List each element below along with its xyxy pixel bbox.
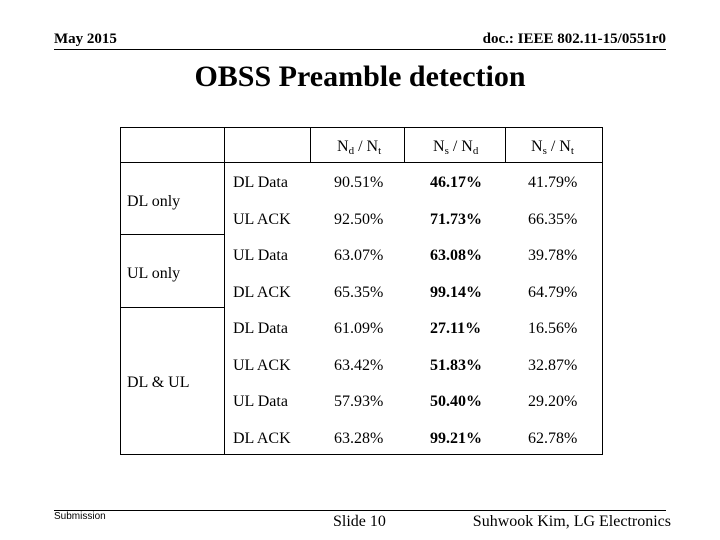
header-row-divider: [121, 162, 602, 163]
group-divider-1: [121, 234, 224, 235]
cell-nd-nt: 92.50%: [334, 211, 384, 228]
row-label: UL ACK: [233, 357, 291, 374]
cell-ns-nt: 62.78%: [528, 430, 578, 447]
header-doc-id: doc.: IEEE 802.11-15/0551r0: [482, 31, 666, 47]
cell-ns-nd: 63.08%: [430, 247, 482, 264]
row-label: UL Data: [233, 247, 288, 264]
footer-divider: [54, 510, 666, 511]
footer-submission: Submission: [54, 511, 106, 522]
cell-ns-nd: 51.83%: [430, 357, 482, 374]
header-date: May 2015: [54, 31, 117, 47]
group-label-ul-only: UL only: [127, 265, 181, 282]
cell-nd-nt: 63.42%: [334, 357, 384, 374]
footer-slide-number: Slide 10: [333, 513, 386, 530]
cell-ns-nt: 32.87%: [528, 357, 578, 374]
cell-nd-nt: 65.35%: [334, 284, 384, 301]
row-label: DL Data: [233, 174, 288, 191]
cell-ns-nd: 71.73%: [430, 211, 482, 228]
col-divider-1: [224, 128, 225, 454]
group-label-dl-only: DL only: [127, 193, 181, 210]
cell-ns-nd: 27.11%: [430, 320, 482, 337]
cell-ns-nt: 16.56%: [528, 320, 578, 337]
cell-nd-nt: 90.51%: [334, 174, 384, 191]
column-header-nd-nt: $N_d / N_t$: [337, 138, 382, 157]
row-label: DL ACK: [233, 430, 291, 447]
cell-nd-nt: 63.28%: [334, 430, 384, 447]
row-label: DL Data: [233, 320, 288, 337]
cell-nd-nt: 63.07%: [334, 247, 384, 264]
footer-author: Suhwook Kim, LG Electronics: [472, 513, 671, 530]
column-header-ns-nd: $N_s / N_d$: [433, 138, 479, 157]
cell-ns-nt: 66.35%: [528, 211, 578, 228]
row-label: DL ACK: [233, 284, 291, 301]
row-label: UL ACK: [233, 211, 291, 228]
results-table: [120, 127, 603, 455]
column-header-ns-nt: $N_s / N_t$: [531, 138, 574, 157]
col-divider-2: [310, 128, 311, 162]
cell-ns-nd: 46.17%: [430, 174, 482, 191]
cell-ns-nd: 50.40%: [430, 393, 482, 410]
header-divider: [54, 49, 666, 50]
cell-ns-nt: 29.20%: [528, 393, 578, 410]
cell-ns-nd: 99.14%: [430, 284, 482, 301]
group-divider-2: [121, 307, 224, 308]
cell-ns-nt: 39.78%: [528, 247, 578, 264]
cell-nd-nt: 57.93%: [334, 393, 384, 410]
col-divider-3: [404, 128, 405, 162]
row-label: UL Data: [233, 393, 288, 410]
group-label-dl-ul: DL & UL: [127, 374, 190, 391]
cell-ns-nt: 41.79%: [528, 174, 578, 191]
col-divider-4: [505, 128, 506, 162]
cell-ns-nd: 99.21%: [430, 430, 482, 447]
cell-nd-nt: 61.09%: [334, 320, 384, 337]
cell-ns-nt: 64.79%: [528, 284, 578, 301]
slide-title: OBSS Preamble detection: [194, 60, 526, 93]
